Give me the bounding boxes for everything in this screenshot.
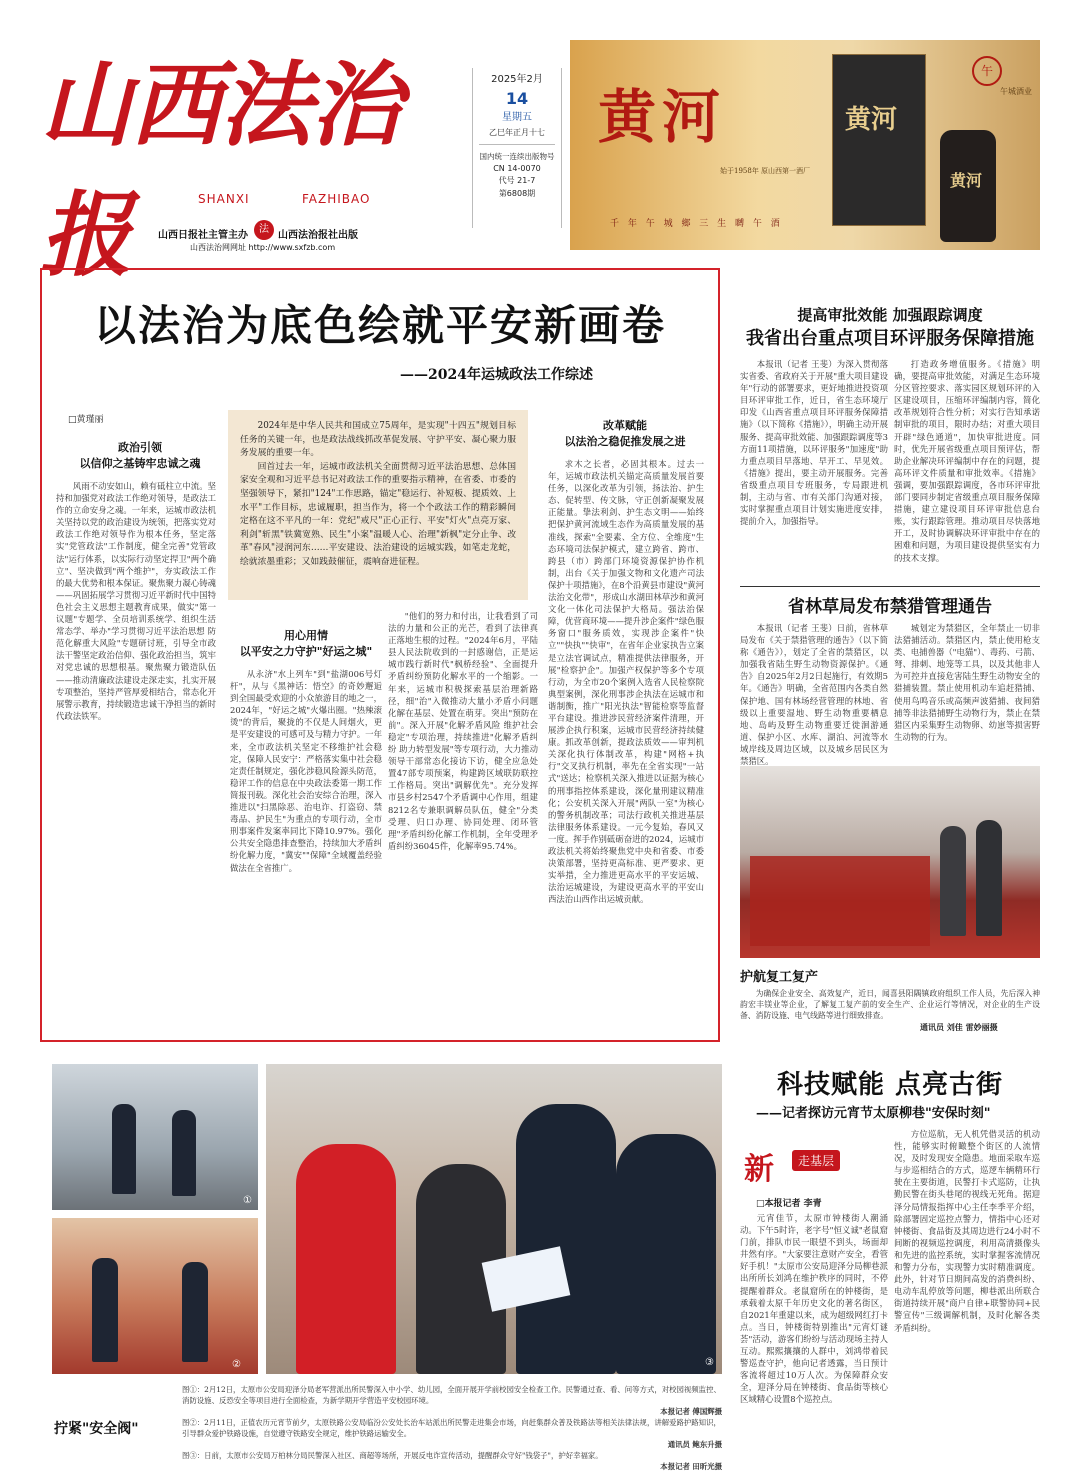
photo-2 [52,1218,258,1374]
ad-bottle-label: 黄河 [950,171,983,190]
photo-3 [266,1064,722,1374]
caption-2: 图②：2月11日，正值农历元宵节前夕，太原铁路公安局临汾公安处长治车站派出所民警走进集会市场，向赶集群众普及铁路法等相关法律法规，讲解爱路护路知识，引导群众爱护铁路设施，自觉遵守铁路安全规定，维护铁路运输安全。 [182,1418,721,1438]
bottom-captions [182,1384,722,1472]
lead-subheadline: ——2024年运城政法工作综述 [400,367,593,383]
officer-figure [112,1104,136,1194]
section1-title: 政治引领 [118,441,162,454]
masthead-pinyin-right: FAZHIBAO [302,192,371,206]
lead-intro-p2: 回首过去一年，运城市政法机关全面贯彻习近平法治思想、总体国家安全观和习近平总书记对政法工作的重要指示精神，在省委、市委的坚强领导下，紧扣"124"工作思路，锚定"稳运行、补短板、提质效、上水平"工作目标，忠诚履职，担当作为，将一个个政法工作的精彩瞬间定格在这不平凡的一年：党纪"戒尺"正心正行、平安"灯火"点亮万家、利剑"斩黑"铁冀宽熟、民生"小案"温暖人心、治理"新枫"定分止争、改革"春风"浸润河东……平安建设、法治建设的运城实践，如笔走龙蛇，绘就浓墨重彩；又如践鼓催征，震响奋进征程。 [240,461,516,567]
volunteer-figure [296,1144,396,1374]
caption-1: 图①：2月12日，太原市公安局迎泽分局老军营派出所民警深入中小学、幼儿园，全面开展开学前校园安全检查工作。民警通过查、看、问等方式，对校园视频监控、消防设施、反恐安全等项目进行全面检查，为新学期开学营造平安校园环境。 [182,1385,721,1405]
credit-2: 通讯员 鲍东升摄 [667,1440,722,1449]
story4-byline: □本报记者 李青 [756,1199,822,1209]
officer-figure [182,1262,208,1362]
badge-grassroots: 走基层 [792,1150,840,1171]
story2-headline1: 提高审批效能 加强跟踪调度 [797,306,983,324]
worker-figure [976,820,1002,936]
officer-figure [172,1110,196,1196]
lead-col2b-text: "他们的努力和付出，让我看到了司法的力量和公正的光芒，看到了法律真正落地生根的过程。"2024年6月，平陆县人民法院收到的一封感谢信，正是运城市践行新时代"枫桥经验"、全面提升矛盾纠纷预防化解水平的一个缩影。一年来，运城市积极探索基层治理新路径，细"治"入微推动大量小矛盾小问题化解在基层、处置在萌芽。突出"预防在前"。深入开展"化解矛盾风险 维护社会稳定"专项治理，持续推进"化解矛盾纠纷 助力转型发展"等专项行动，大力推动领导干部常态化接访下访，健全应急处置47部专项预案，构建跨区域联防联控工作格局。突出"调解优先"。充分发挥市县乡村2547个矛盾调中心作用，组建8212名专兼职调解员队伍，健全"分类受理、归口办理、协同处理、闭环管理"矛盾纠纷化解工作机制，全年受理矛盾纠纷36045件，化解率95.74%。 [388,611,538,851]
story2-headline2: 我省出台重点项目环评服务保障措施 [746,328,1034,349]
publisher-logo: 法 [254,220,274,240]
police-figure [616,1134,716,1374]
lead-headline: 以法治为底色绘就平安新画卷 [93,301,666,350]
story3-headline: 省林草局发布禁猎管理通告 [788,597,992,617]
officer-figure [92,1258,118,1362]
date-weekday: 星期五 [502,112,532,123]
story3-col-a-text: 本报讯（记者 王斐）日前，省林草局发布《关于禁猎管理的通告》（以下简称《通告》），划定了全省的禁猎区，以加强我省陆生野生动物资源保护。《通告》自2025年2月2日起施行，有效期5年。《通告》明确，全省范围内各类自然保护地、国有林场经营管理的林地、省级以上重要湿地、野生动物重要栖息地、岛屿及野生动物重要迁徙洄游通道、保护小区、水库、湖泊、河流等水域岸线及周边区域，以及城乡居民区为禁猎区。 [740,623,888,767]
ad-box-label: 黄河 [845,105,898,135]
cn-label: 国内统一连续出版物号 [479,152,555,161]
lead-col1 [56,480,216,1028]
story3-col-b [894,622,1040,756]
lead-col2b [388,610,538,1028]
ad-slogan: 千 年 午 城 鄉 三 生 嚩 午 酒 [610,219,783,229]
ad-bottle [940,130,996,242]
date-box [472,68,562,228]
divider [740,586,1040,587]
ad-since: 始于1958年 原山西第一酒厂 [720,167,811,175]
publisher-right: 山西法治报社出版 [278,230,358,241]
photo-credit: 通讯员 刘佳 雷妙丽摄 [920,1023,998,1032]
photo-1 [52,1064,258,1210]
badge-new: 新 [744,1152,774,1187]
story4-col-a-text: 元宵佳节，太原市钟楼街人潮涌动。下午5时许，老字号"恒义诚"老鼠窟门前，排队市民一眼望不到头，场面却井然有序。"大家要注意财产安全，看管好手机！"太原市公安局迎泽分局柳巷派出所所长刘鸿在维护秩序的同时，不停提醒着群众。老鼠窟所在的钟楼街，是承载着太原千年历史文化的著名街区，自2021年重建以来，成为超级网红打卡点。当日，钟楼街特别推出"元宵灯谜荟"活动，游客们纷纷与活动现场主持人互动。熙熙攘攘的人群中，刘鸿带着民警巡查守护，他向记者透露，当日预计客流将超过10万人次。为保障群众安全，迎泽分局在钟楼街、食品街等核心区域精心设置8个巡控点。 [740,1213,888,1405]
date-day: 14 [505,89,529,108]
factory-photo [740,766,1040,958]
lead-col2a-text: 从永济"水上列车"到"盐湖006号灯杆"，从与《黑神话：悟空》的奇妙邂逅到全国最受欢迎的小众旅游目的地之一，2024年，"好运之城"火爆出圈。"热辣滚烫"的背后，聚拢的不仅是人间烟火，更是平安建设的可感可及与精力守护。一年来，全市政法机关坚定不移维护社会稳定，保障人民安宁：严格落实集中社会稳定责任制规定，强化涉稳风险源头防范，稳评工作的信息在中央政法委第一期工作简报刊载。深化社会治安综合治理，深入推进以"扫黑除恶、治电诈、打盗窃、禁毒品、护民生"为重点的专项行动，全市刑事案件发案率同比下降10.97%。强化公共安全隐患排查整治，持续加大矛盾纠纷化解力度，"冀安""保障"全域覆盖经验做法在全省推广。 [230,669,382,873]
lead-byline: □黄瑾丽 [68,415,104,425]
ad-brand: 黄河 [598,83,727,151]
grassroots-badge [744,1142,864,1187]
section2-title: 用心用情 [284,629,328,642]
photo-caption-title: 护航复工复产 [740,970,819,985]
worker-figure [940,826,966,936]
bottom-photos-title: 拧紧"安全阀" [54,1421,139,1437]
section1-subtitle: 以信仰之基铸牢忠诚之魂 [79,457,201,470]
ad-logo-text: 午城酒业 [1000,87,1032,96]
lead-intro-box [228,410,528,600]
lead-col1-text: 风雨不动安如山，赖有砥柱立中流。坚持和加强党对政法工作绝对领导，是政法工作的立命安身之魂。一年来，运城市政法机关坚持以党的政治建设为统领，把落实党对政法工作绝对领导作为根本任务，坚定落实"党管政法"工作制度，健全完善"党管政法"运行体系，以实际行动坚定捍卫"两个确立"、坚决做到"两个维护"，夯实政法工作的最大优势和根本保证。聚焦聚力凝心铸魂——巩固拓展学习贯彻习近平新时代中国特色社会主义思想主题教育成果，做实"第一议题"专题学、全员培训系统学、组织生活常态学、举办"学习贯彻习近平法治思想 防范化解重大风险"专题研讨班，引导全市政法干警坚定政治信仰、强化政治担当，筑牢对党忠诚的思想根基。聚焦聚力锻造队伍——推动清廉政法建设走深走实，扎实开展专项整治，坚持严管厚爱相结合，常态化开展警示教育，持续锻造忠诚干净担当的新时代政法铁军。 [56,481,216,721]
story4-col-b [894,1128,1040,1474]
story4-subheadline: ——记者探访元宵节太原柳巷"安保时刻" [756,1106,991,1121]
story4-col-b-text: 方位巡航，无人机凭借灵活的机动性，能够实时俯瞰整个街区的人流情况，及时发现安全隐患。地面采取车巡与步巡相结合的方式，巡逻车辆精环行驶在主要街道，民警打卡式巡防，让执勤民警在街头巷尾的视线无死角。据迎泽分局情报指挥中心主任李季平介绍，除部署固定巡控点警力，情指中心还对钟楼街、食品街及其周边进行24小时不间断的视频巡控调度，利用高清摄像头和先进的监控系统，实时掌握客流情况和警力分布，实现警力实时精准调度。此外，针对节日期间高发的消费纠纷、电动车乱停放等问题，柳巷派出所联合街道持续开展"商户自律+联警协同+民警宣传"三级调解机制，及时化解各类矛盾纠纷。 [894,1129,1040,1333]
ad-logo-icon: 午 [972,56,1002,86]
story4-col-a [740,1212,888,1474]
lead-intro-p1: 2024年是中华人民共和国成立75周年，是实现"十四五"规划目标任务的关键一年，也是政法战线抓改革促发展、守护平安、凝心聚力服务发展的重要一年。 [240,421,516,459]
section2-subtitle: 以平安之力守护"好运之城" [239,645,373,658]
publisher-left: 山西日报社主管主办 [158,230,248,241]
photo-3-label: ③ [705,1357,714,1368]
lead-col2a [230,668,382,1028]
cn-number: CN 14-0070 [493,164,541,173]
section3-subtitle: 以法治之稳促推发展之进 [564,435,686,448]
story4-headline: 科技赋能 点亮古街 [776,1070,1004,1100]
factory-machine [750,856,930,946]
date-lunar: 乙巳年正月十七 [489,128,545,137]
story3-col-b-text: 城划定为禁猎区，全年禁止一切非法猎捕活动。禁猎区内，禁止使用枪支类、电捕兽器（"电猫"）、毒药、弓箭、弩、排刺、地笼等工具，以及其他非人为可控并直接危害陆生野生动物安全的猎捕装置。禁止使用机动车追赶猎捕、使用鸟鸣音乐或高频声波猎捕、夜间猎捕等非法猎捕野生动物行为，禁止在禁猎区内采集野生动物卵、幼崽等损害野生动物的行为。 [894,623,1040,742]
story3-col-a [740,622,888,767]
police-figure [516,1104,616,1374]
photo-caption-body [740,988,1040,1024]
section3-title: 改革赋能 [603,419,647,432]
story2-col-b-text: 打造政务增值服务。《措施》明确，要提高审批效能，对满足生态环境分区管控要求、落实园区规划环评的入区建设项目，压缩环评编制内容，简化改革规划符合性分析；对实行告知承诺制审批的项目，限时办结；对重大项目开辟"绿色通道"，加快审批进度。同时，优先开展省级重点项目预评估，帮助企业解决环评编制中存在的问题，提高环评文件质量和审批效率。《措施》强调，要加强跟踪调度，各市环评审批部门要同步制定省级重点项目服务保障措施，建立建设项目环评审批信息台账，实行跟踪管理。推动项目尽快落地开工，及时协调解决环评审批中存在的困难和问题，为项目建设提供坚实有力的技术支撑。 [894,359,1040,563]
credit-1: 本报记者 傅国辉摄 [660,1407,722,1416]
date-year-month: 2025年2月 [491,74,543,85]
masthead-pinyin-left: SHANXI [198,192,250,206]
advertisement [570,40,1040,250]
issue-number: 第6808期 [498,189,536,198]
lead-col3-text: 求木之长者，必固其根本。过去一年，运城市政法机关锚定高质量发展首要任务，以深化改革为引领，扬法治、护生态、促转型、传文脉，守正创新凝聚发展正能量。挚法利剑、护生态文明——始终把保护黄河流域生态作为高质量发展的基准线，探索"全要素、全方位、全维度"生态环境司法保护模式，建立跨省、跨市、跨县（市）跨部门环境资源保护协作机制，出台《关于加强文物和文化遗产司法保护十项措施》，在8个沿黄县市建设"黄河法治文化带"，形成山水湖田林草沙和黄河文化一体化司法保护大格局。强法治保障，优营商环境——提升涉企案件"绿色服务窗口"服务质效，实现涉企案件"快立""快执""快审"，在省年企业家执告立案是立法官调试点，精准提供法律服务，开展"检察护企"。加强产权保护等多个专项行动，为全市20个案例入选省人民检察院典型案例，深化刑事涉企执法在运城市和谐制衡，推广"阳光执法"智能检察等监督平台建设。推进涉民营经济案件清理，开展涉企执行积案，运城市民营经济持续健康。抓改革创新，提政法质效——审判机关深化执行体制改革，构建"网格+执行"交叉执行机制，率先在全省实现"一站式"送达；检察机关深入推进以证据为核心的刑事指控体系建设，深化量刑建议精准化；公安机关深入开展"两队一室"为核心的警务机制改革；司法行政机关推进基层法律服务体系建设。一元今复始，春风又一度。挥手作别砥砺奋进的2024，运城市政法机关将始终聚焦党中央和省委、市委决策部署，坚持更高标准、更严要求、更实举措，全力推进更高水平的平安运城、法治运城建设，为建设更高水平的平安山西法治山西作出运城贡献。 [548,459,704,905]
photo-caption-body-text: 为确保企业安全、高效复产，近日，闻喜县阳隅镇政府组织工作人员，先后深入神韵宏丰镁业等企业，了解复工复产前的安全生产、企业运行等情况，对企业的生产设备、消防设施、电气线路等进行细致排查。 [740,989,1040,1020]
photo-1-label: ① [243,1195,252,1206]
story2-col-a-text: 本报讯（记者 王斐）为深入贯彻落实省委、省政府关于开展"重大项目建设年"行动的部署要求，更好地推进投资项目环评审批工作，近日，省生态环境厅印发《山西省重点项目环评服务保障措施》（以下简称《措施》），明确主动开展服务、提高审批效能、加强跟踪调度等3方面11项措施，以环评服务"加速度"助力重点项目早落地、早开工、早见效。《措施》提出，要主动开展服务。完善省级重点项目专班服务，专局跟进机制，主动与省、市有关部门沟通对接，实时掌握重点项目计划实施进度安排，提前介入，加强指导。 [740,359,888,527]
ad-box [832,54,926,226]
lead-col3 [548,458,704,1028]
story2-col-b [894,358,1040,580]
masthead [40,40,460,289]
caption-3: 图③：日前，太原市公安局万柏林分局民警深入社区、商超等场所，开展反电诈宣传活动，提醒群众守好"钱袋子"，护好幸福家。 [182,1451,603,1460]
photo-2-label: ② [232,1359,241,1370]
postal-code: 代号 21-7 [498,176,536,185]
masthead-title: 山西法治报 [40,51,401,289]
story2-col-a [740,358,888,580]
credit-3: 本报记者 田昕光摄 [660,1462,722,1471]
website: 山西法治网网址 http://www.sxfzb.com [190,243,336,252]
